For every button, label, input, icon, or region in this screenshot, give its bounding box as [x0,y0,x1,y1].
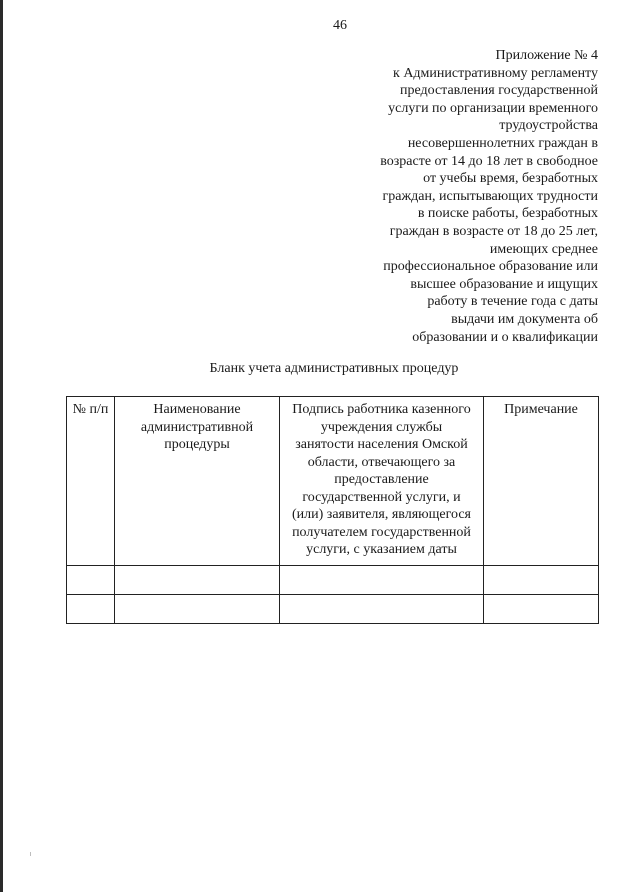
appendix-line: от учебы время, безработных [423,171,598,187]
header-line: занятости населения Омской [295,437,468,452]
header-line: административной [140,419,254,435]
page-number: 46 [333,18,347,33]
table-cell [67,565,115,594]
header-line: Наименование [153,402,241,417]
table-cell [67,594,115,623]
header-number [67,397,115,566]
scan-speck [30,852,31,856]
table-header-row [67,397,599,566]
header-line: области, отвечающего за [307,454,456,470]
appendix-header [338,47,598,346]
header-signature [280,397,484,566]
appendix-line: граждан в возрасте от 18 до 25 лет, [389,223,598,239]
appendix-line: услуги по организации временного [388,100,598,116]
header-line: учреждения службы [320,419,443,435]
appendix-line: к Административному регламенту [393,65,598,81]
table-row [67,565,599,594]
scan-left-edge [0,0,3,892]
table-row [67,594,599,623]
header-line: Примечание [504,402,578,417]
table-cell [280,565,484,594]
appendix-line: предоставления государственной [399,83,598,99]
appendix-line: несовершеннолетних граждан в [407,135,598,151]
table-cell [484,594,599,623]
header-note [484,397,599,566]
appendix-line: возрасте от 14 до 18 лет в свободное [380,153,598,169]
header-line: № п/п [72,402,109,417]
header-line: процедуры [164,437,230,452]
header-line: (или) заявителя, являющегося [292,507,471,522]
appendix-line: работу в течение года с даты [427,294,598,310]
appendix-line: профессиональное образование или [383,259,598,275]
appendix-line: образовании и о квалификации [412,329,598,345]
appendix-line: имеющих среднее [489,241,598,257]
appendix-line: в поиске работы, безработных [417,206,598,222]
appendix-line: выдачи им документа об [451,311,598,327]
header-line: услуги, с указанием даты [306,542,457,557]
procedures-table [66,396,599,624]
appendix-line: Приложение № 4 [495,48,598,63]
header-line: предоставление [334,472,429,487]
table-cell [484,565,599,594]
header-line: Подпись работника казенного [292,402,471,417]
appendix-line: граждан, испытывающих трудности [382,188,598,204]
form-title: Бланк учета административных процедур [209,361,459,376]
header-procedure-name [115,397,280,566]
table-cell [115,594,280,623]
table-cell [115,565,280,594]
header-line: государственной услуги, и [302,489,461,505]
appendix-line: высшее образование и ищущих [410,276,598,292]
header-line: получателем государственной [292,524,471,540]
appendix-line: трудоустройства [499,118,598,134]
table-cell [280,594,484,623]
